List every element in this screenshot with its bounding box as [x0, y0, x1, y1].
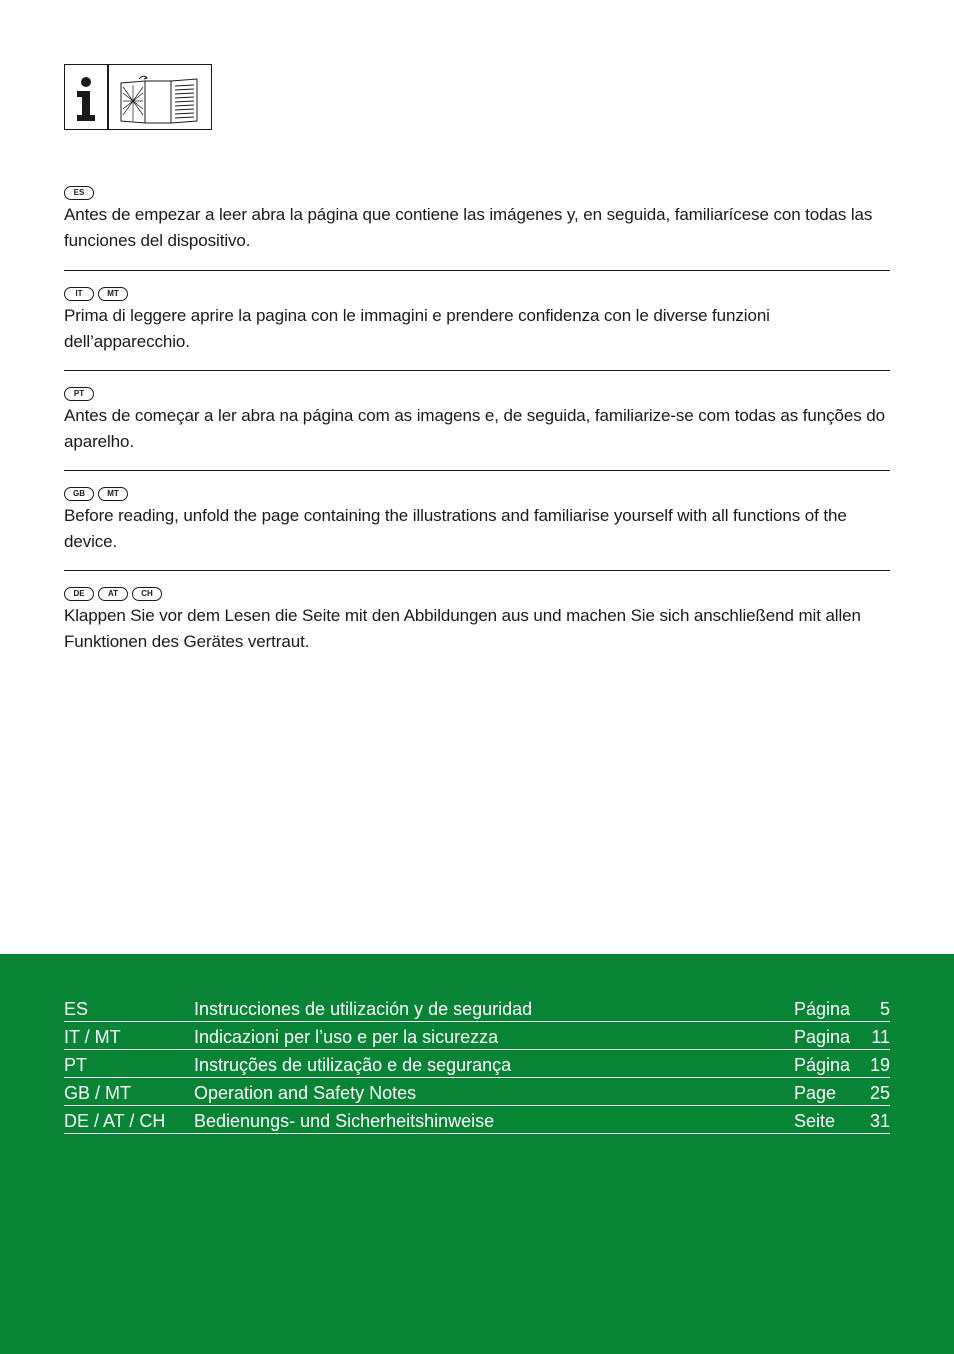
language-badges — [64, 287, 890, 303]
language-badges — [64, 487, 890, 503]
badge-pt: PT — [64, 387, 94, 401]
toc-title: Bedienungs- und Sicherheitshinweise — [194, 1111, 495, 1131]
section-text: Antes de empezar a leer abra la página que contiene las imágenes y, en seguida, familiarícese con todas las funciones del dispositivo. — [64, 205, 873, 250]
toc-page-word: Página — [794, 999, 851, 1019]
language-badges — [64, 186, 890, 202]
toc-row[interactable] — [64, 1022, 890, 1050]
section-pt — [64, 387, 890, 471]
toc-page-number: 11 — [871, 1027, 890, 1047]
language-badges — [64, 587, 890, 603]
toc-row[interactable] — [64, 1106, 890, 1134]
table-of-contents — [64, 994, 890, 1134]
toc-page-number: 19 — [869, 1055, 890, 1075]
info-icon-box — [64, 64, 212, 130]
section-text: Prima di leggere aprire la pagina con le immagini e prendere confidenza con le diverse funzioni dell’apparecchio. — [64, 306, 770, 351]
section-gb-mt — [64, 487, 890, 571]
badge-mt: MT — [98, 487, 128, 501]
toc-lang: DE / AT / CH — [64, 1111, 166, 1131]
toc-page-word: Seite — [794, 1111, 836, 1131]
language-badges — [64, 387, 890, 403]
toc-page-number: 25 — [869, 1083, 890, 1103]
toc-lang: IT / MT — [64, 1027, 121, 1047]
toc-title: Instrucciones de utilización y de seguridad — [194, 999, 533, 1019]
badge-mt: MT — [98, 287, 128, 301]
toc-title: Operation and Safety Notes — [194, 1083, 417, 1103]
toc-row[interactable] — [64, 1050, 890, 1078]
badge-it: IT — [64, 287, 94, 301]
toc-page-number: 5 — [879, 999, 890, 1019]
section-es — [64, 186, 890, 271]
toc-lang: PT — [64, 1055, 88, 1075]
toc-page-word: Página — [794, 1055, 851, 1075]
badge-ch: CH — [132, 587, 162, 601]
badge-at: AT — [98, 587, 128, 601]
toc-lang: ES — [64, 999, 89, 1019]
badge-es: ES — [64, 186, 94, 200]
badge-de: DE — [64, 587, 94, 601]
unfold-pages-icon — [108, 64, 212, 130]
toc-lang: GB / MT — [64, 1083, 131, 1103]
toc-page-word: Pagina — [794, 1027, 851, 1047]
section-text: Klappen Sie vor dem Lesen die Seite mit den Abbildungen aus und machen Sie sich anschließend mit allen Funktionen des Gerätes vertraut. — [64, 606, 861, 651]
section-de-at-ch — [64, 587, 890, 667]
section-text: Before reading, unfold the page containing the illustrations and familiarise yourself with all functions of the device. — [64, 506, 847, 551]
toc-title: Instruções de utilização e de segurança — [194, 1055, 512, 1075]
toc-page-number: 31 — [869, 1111, 890, 1131]
badge-gb: GB — [64, 487, 94, 501]
toc-row[interactable] — [64, 994, 890, 1022]
info-icon — [64, 64, 108, 130]
toc-page-word: Page — [794, 1083, 837, 1103]
section-it-mt — [64, 287, 890, 371]
toc-title: Indicazioni per l’uso e per la sicurezza — [194, 1027, 499, 1047]
section-text: Antes de começar a ler abra na página com as imagens e, de seguida, familiarize-se com todas as funções do aparelho. — [64, 406, 885, 451]
toc-row[interactable] — [64, 1078, 890, 1106]
